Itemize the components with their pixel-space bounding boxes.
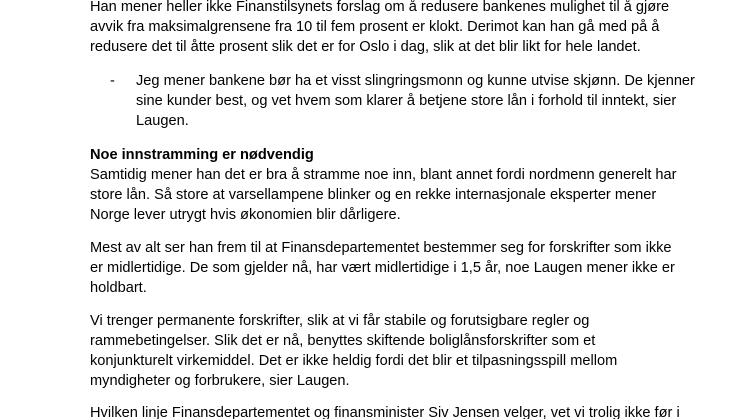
text-line: redusere det til åtte prosent slik det er for Oslo i dag, slik at det blir likt for hele landet. <box>90 39 641 55</box>
text-line: Samtidig mener han det er bra å stramme noe inn, blant annet fordi nordmenn generelt har <box>90 167 677 183</box>
section-2 <box>90 145 690 225</box>
text-line: sine kunder best, og vet hvem som klarer å betjene store lån i forhold til inntekt, sier <box>136 93 677 109</box>
text-line: myndigheter og forbrukere, sier Laugen. <box>90 373 350 389</box>
paragraph-1 <box>90 0 690 57</box>
text-line: avvik fra maksimalgrensene fra 10 til fem prosent er klokt. Derimot kan han gå med på å <box>90 19 660 35</box>
text-line: Norge lever utrygt hvis økonomien blir dårligere. <box>90 207 401 223</box>
text-line: er midlertidige. De som gjelder nå, har vært midlertidige i 1,5 år, noe Laugen mener ikke er <box>90 260 675 276</box>
paragraph-3 <box>90 238 690 298</box>
text-line: Han mener heller ikke Finanstilsynets forslag om å redusere bankenes mulighet til å gjøre <box>90 0 670 15</box>
section-heading: Noe innstramming er nødvendig <box>90 147 314 163</box>
text-line: Laugen. <box>136 113 189 129</box>
bullet-text <box>136 71 695 131</box>
text-line: Hvilken linje Finansdepartementet og finansminister Siv Jensen velger, vet vi trolig ikke før i <box>90 405 680 419</box>
text-line: Mest av alt ser han frem til at Finansdepartementet bestemmer seg for forskrifter som ikke <box>90 240 672 256</box>
text-line: Vi trenger permanente forskrifter, slik at vi får stabile og forutsigbare regler og <box>90 313 590 329</box>
text-line: Jeg mener bankene bør ha et visst slingringsmonn og kunne utvise skjønn. De kjenner <box>136 73 695 89</box>
text-line: holdbart. <box>90 280 147 296</box>
bullet-marker: - <box>110 73 115 89</box>
text-line: rammebetingelser. Slik det er nå, benyttes skiftende boliglånsforskrifter som et <box>90 333 596 349</box>
paragraph-4 <box>90 311 690 391</box>
text-line: store lån. Så store at varsellampene blinker og en rekke internasjonale eksperter mener <box>90 187 657 203</box>
paragraph-5 <box>90 403 690 419</box>
text-line: konjunkturelt virkemiddel. Det er ikke heldig fordi det blir et tilpasningsspill mellom <box>90 353 618 369</box>
